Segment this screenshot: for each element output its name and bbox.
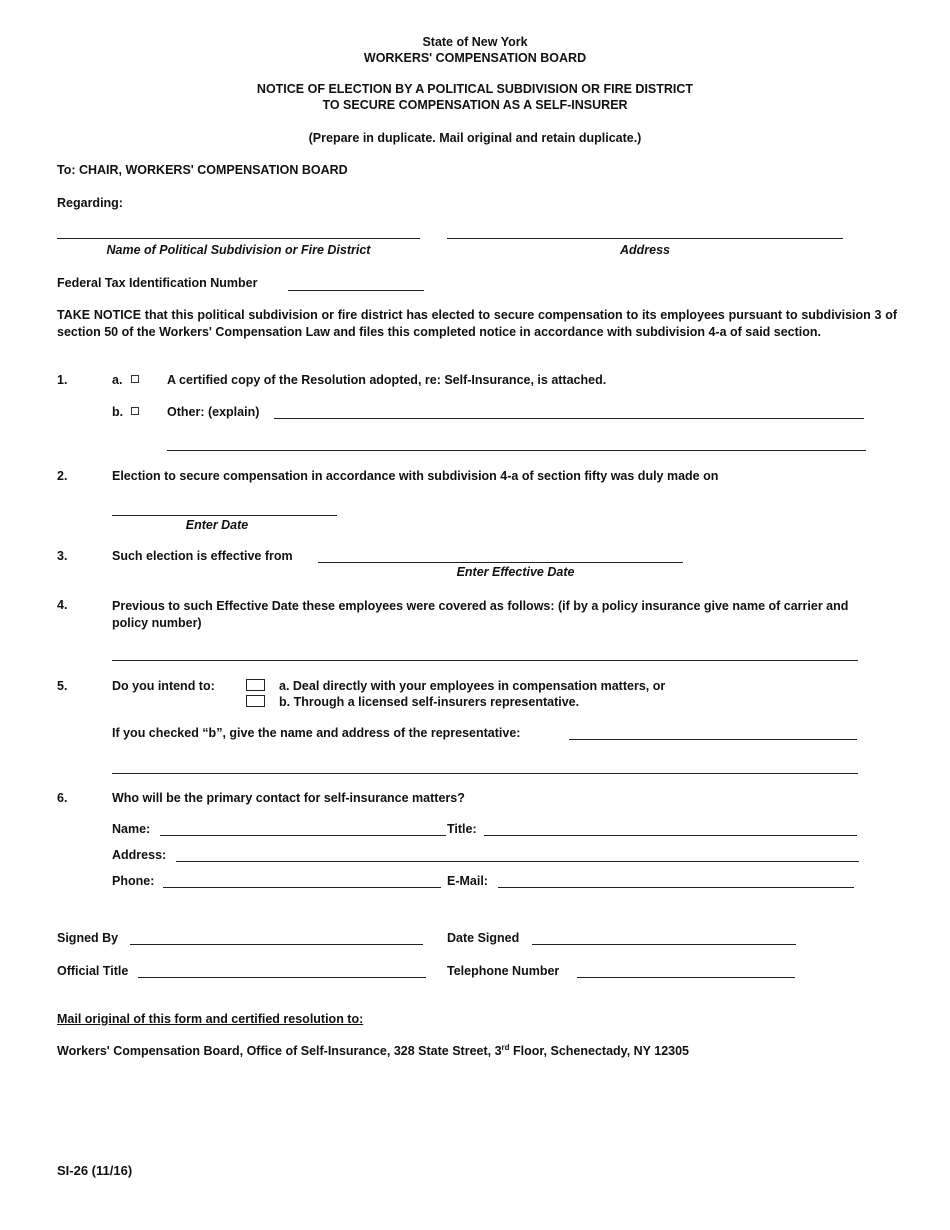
- official-title-label: Official Title: [57, 964, 129, 978]
- option-a-checkbox[interactable]: [246, 679, 265, 693]
- option-b-text: b. Through a licensed self-insurers representative.: [279, 695, 580, 709]
- telephone-label: Telephone Number: [447, 964, 560, 978]
- date-signed-label: Date Signed: [447, 931, 520, 945]
- form-title-line1: NOTICE OF ELECTION BY A POLITICAL SUBDIVISION OR FIRE DISTRICT: [256, 82, 694, 96]
- subdivision-address-field[interactable]: [447, 238, 843, 239]
- item3-text: Such election is effective from: [112, 549, 293, 563]
- mail-address-rest: Floor, Schenectady, NY 12305: [509, 1044, 690, 1058]
- contact-email-label: E-Mail:: [447, 874, 488, 888]
- state-heading: State of New York: [422, 35, 528, 49]
- enter-date-caption: Enter Date: [185, 518, 249, 532]
- item1a-label: a.: [112, 373, 123, 387]
- item1b-text: Other: (explain): [167, 405, 260, 419]
- option-a-text: a. Deal directly with your employees in compensation matters, or: [279, 679, 666, 693]
- board-heading: WORKERS' COMPENSATION BOARD: [363, 51, 587, 65]
- option-b-checkbox[interactable]: [246, 695, 265, 709]
- item4-text: Previous to such Effective Date these employees were covered as follows: (if by a policy insurance give name of carrier and policy number): [112, 599, 849, 630]
- form-id: SI-26 (11/16): [57, 1163, 133, 1178]
- signed-by-label: Signed By: [57, 931, 119, 945]
- regarding-label: Regarding:: [57, 196, 123, 210]
- mail-address-main: Workers' Compensation Board, Office of Self-Insurance, 328 State Street, 3: [57, 1044, 502, 1058]
- contact-phone-label: Phone:: [112, 874, 155, 888]
- item1b-checkbox[interactable]: [131, 405, 139, 419]
- contact-title-field[interactable]: [484, 835, 857, 836]
- name-caption: Name of Political Subdivision or Fire District: [106, 243, 371, 257]
- address-caption: Address: [619, 243, 671, 257]
- item6-question: Who will be the primary contact for self-insurance matters?: [112, 791, 465, 805]
- telephone-field[interactable]: [577, 977, 795, 978]
- subdivision-name-field[interactable]: [57, 238, 420, 239]
- contact-name-field[interactable]: [160, 835, 446, 836]
- item2-number: 2.: [57, 469, 68, 483]
- item4-number: 4.: [57, 598, 68, 612]
- contact-address-label: Address:: [112, 848, 167, 862]
- mail-address-sup: rd: [501, 1042, 510, 1052]
- instructions: (Prepare in duplicate. Mail original and retain duplicate.): [308, 131, 642, 145]
- federal-tax-label: Federal Tax Identification Number: [57, 276, 258, 290]
- contact-name-label: Name:: [112, 822, 151, 836]
- mail-heading: Mail original of this form and certified resolution to:: [57, 1012, 364, 1026]
- item5-number: 5.: [57, 679, 68, 693]
- date-signed-field[interactable]: [532, 944, 796, 945]
- representative-field-2[interactable]: [112, 773, 858, 774]
- contact-title-label: Title:: [447, 822, 477, 836]
- effective-date-field[interactable]: [318, 562, 683, 563]
- contact-address-field[interactable]: [176, 861, 859, 862]
- mail-address: [57, 1044, 689, 1058]
- item6-number: 6.: [57, 791, 68, 805]
- enter-effective-date-caption: Enter Effective Date: [456, 565, 575, 579]
- form-title-line2: TO SECURE COMPENSATION AS A SELF-INSURER: [322, 98, 628, 112]
- item1a-checkbox[interactable]: [131, 373, 139, 387]
- contact-phone-field[interactable]: [163, 887, 441, 888]
- item3-number: 3.: [57, 549, 68, 563]
- official-title-field[interactable]: [138, 977, 426, 978]
- contact-email-field[interactable]: [498, 887, 854, 888]
- other-explain-field[interactable]: [274, 418, 864, 419]
- item1-number: 1.: [57, 373, 68, 387]
- other-explain-field-2[interactable]: [167, 450, 866, 451]
- take-notice-paragraph: TAKE NOTICE that this political subdivision or fire district has elected to secure compensation to its employees pursuant to subdivision 3 of section 50 of the Workers' Compensation Law and files this completed notice in accordance with subdivision 4-a of said section.: [57, 308, 897, 339]
- signed-by-field[interactable]: [130, 944, 423, 945]
- representative-label: If you checked “b”, give the name and address of the representative:: [112, 726, 521, 740]
- item5-question: Do you intend to:: [112, 679, 215, 693]
- item1b-label: b.: [112, 405, 124, 419]
- addressee: To: CHAIR, WORKERS' COMPENSATION BOARD: [57, 163, 348, 177]
- item2-text: Election to secure compensation in accordance with subdivision 4-a of section fifty was duly made on: [112, 469, 719, 483]
- representative-field[interactable]: [569, 739, 857, 740]
- prior-coverage-field[interactable]: [112, 660, 858, 661]
- item1a-text: A certified copy of the Resolution adopted, re: Self-Insurance, is attached.: [167, 373, 607, 387]
- federal-tax-field[interactable]: [288, 290, 424, 291]
- election-date-field[interactable]: [112, 515, 337, 516]
